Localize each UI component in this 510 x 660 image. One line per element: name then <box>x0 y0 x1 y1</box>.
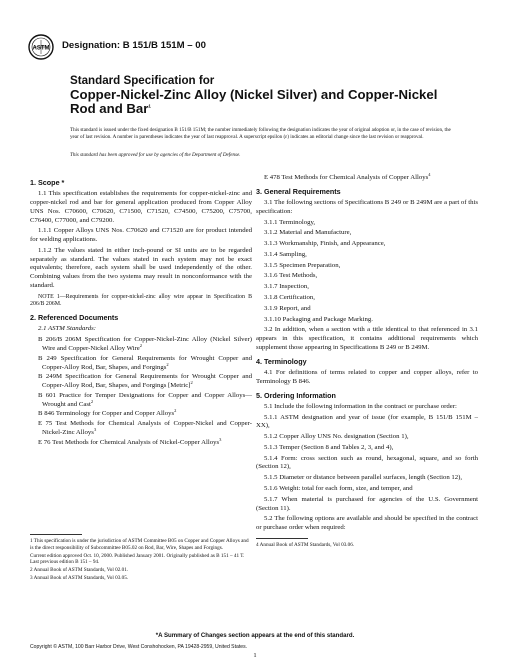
footnote-3: 3 Annual Book of ASTM Standards, Vol 03.05. <box>30 574 129 581</box>
section-heading-terminology: 4. Terminology <box>256 356 307 366</box>
page-number: 1 <box>253 652 257 659</box>
summary-of-changes-note: *A Summary of Changes section appears at the end of this standard. <box>155 632 355 639</box>
reference-item: E 75 Test Methods for Chemical Analysis of Copper-Nickel and Copper-Nickel-Zinc Alloys$^3$ <box>38 420 252 436</box>
list-item: 3.1.5 Specimen Preparation, <box>264 261 341 269</box>
reference-item: E 76 Test Methods for Chemical Analysis of Nickel-Copper Alloys$^3$ <box>38 436 222 446</box>
section-heading-ordering-information: 5. Ordering Information <box>256 390 336 400</box>
left-footnotes <box>30 534 252 583</box>
section-heading-scope: 1. Scope * <box>30 178 65 187</box>
title-line-2: Copper-Nickel-Zinc Alloy (Nickel Silver) and Copper-Nickel <box>70 86 438 102</box>
list-item: 5.1.1 ASTM designation and year of issue (for example, B 151/B 151M – XX), <box>256 413 478 430</box>
list-item: 3.1.10 Packaging and Package Marking. <box>264 315 373 323</box>
astm-logo <box>28 34 54 60</box>
title-line-3: Rod and Bar$^1$ <box>70 100 151 116</box>
footnote-4: 4 Annual Book of ASTM Standards, Vol 03.06. <box>256 541 355 548</box>
title-line-1: Standard Specification for <box>70 74 215 87</box>
reference-item: B 249 Specification for General Requirements for Wrought Copper and Copper-Alloy Rod, Bar, Shapes, and Forgings$^2$ <box>38 354 252 371</box>
paragraph-5-1: 5.1 Include the following information in the contract or purchase order: <box>264 402 457 410</box>
list-item: 3.1.8 Certification, <box>264 294 315 302</box>
footnote-rule <box>30 534 82 535</box>
list-item: 5.1.2 Copper Alloy UNS No. designation (Section 1), <box>264 433 409 441</box>
list-item: 5.1.6 Weight: total for each form, size, and temper, and <box>264 484 413 492</box>
paragraph-3-2: 3.2 In addition, when a section with a title identical to that referenced in 3.1 appears in this specification, it contains additional requirements which supplement those appearing in Specifications B 249 or B 249M. <box>256 326 478 351</box>
note-1: NOTE 1—Requirements for copper-nickel-zinc alloy wire appear in Specification B 206/B 206M. <box>30 293 252 308</box>
reference-item: B 601 Practice for Temper Designations for Copper and Copper Alloys—Wrought and Cast$^2$ <box>38 391 252 408</box>
paragraph-5-2: 5.2 The following options are available and should be specified in the contract or purchase order when required: <box>256 515 478 532</box>
reference-item: B 846 Terminology for Copper and Copper Alloys$^2$ <box>38 408 177 418</box>
list-item: 5.1.4 Form: cross section such as round, hexagonal, square, and so forth (Section 12), <box>256 454 478 471</box>
astm-standards-label: 2.1 ASTM Standards: <box>38 325 96 333</box>
paragraph-4-1: 4.1 For definitions of terms related to copper and copper alloys, refer to Terminology B 846. <box>256 368 478 385</box>
approval-note: This standard has been approved for use by agencies of the Department of Defense. <box>70 152 241 158</box>
list-item: 3.1.9 Report, and <box>264 304 311 312</box>
document-title <box>70 75 450 116</box>
footnote-2: 2 Annual Book of ASTM Standards, Vol 02.01. <box>30 567 129 573</box>
paragraph-3-1: 3.1 The following sections of Specifications B 249 or B 249M are a part of this specification: <box>256 199 478 215</box>
paragraph-1-1-1: 1.1.1 Copper Alloys UNS Nos. C70620 and C71520 are for product intended for welding applications. <box>30 227 252 244</box>
reference-item: B 206/B 206M Specification for Copper-Nickel-Zinc Alloy (Nickel Silver) Wire and Copper-Nickel Alloy Wire$^2$ <box>38 336 252 353</box>
list-item: 5.1.7 When material is purchased for agencies of the U.S. Government (Section 11). <box>256 495 478 512</box>
list-item: 5.1.3 Temper (Section 8 and Tables 2, 3, and 4), <box>264 443 394 451</box>
list-item: 5.1.5 Diameter or distance between parallel surfaces, length (Section 12), <box>264 474 463 482</box>
footnote-1-edition: Current edition approved Oct. 10, 2000. Published January 2001. Originally published as B 151 – 41 T. Last previous edition B 151 – 94. <box>30 552 245 566</box>
right-column <box>256 171 478 550</box>
copyright-line: Copyright © ASTM, 100 Barr Harbor Drive, West Conshohocken, PA 19428-2959, United States. <box>30 644 248 650</box>
list-item: 3.1.2 Material and Manufacture, <box>264 229 352 237</box>
list-item: 3.1.7 Inspection, <box>264 283 309 291</box>
section-heading-referenced-documents: 2. Referenced Documents <box>30 313 119 323</box>
reference-item: E 478 Test Methods for Chemical Analysis of Copper Alloys$^4$ <box>264 171 431 181</box>
list-item: 3.1.6 Test Methods, <box>264 272 318 280</box>
section-heading-general-requirements: 3. General Requirements <box>256 186 341 196</box>
paragraph-1-1: 1.1 This specification establishes the requirements for copper-nickel-zinc and copper-nickel rod and bar for general application produced from Copper Alloy UNS Nos. C70600, C70620, C71500, C71520, C74500, C75200, C75700, C76400, C77000, and C79200. <box>30 190 252 224</box>
issuance-notice: This standard is issued under the fixed designation B 151/B 151M; the number immediately following the designation indicates the year of original adoption or, in the case of revision, the year of last revision. A number in parentheses indicates the year of last reapproval. A superscript epsilon (ε) indicates an editorial change since the last revision or reapproval. <box>70 127 451 140</box>
paragraph-1-1-2: 1.1.2 The values stated in either inch-pound or SI units are to be regarded separately as standard. The values stated in each system may not be exact equivalents; therefore, each system shall be used independently of the other. Combining values from the two systems may result in nonconformance with the standard. <box>30 246 252 290</box>
list-item: 3.1.4 Sampling, <box>264 250 307 258</box>
list-item: 3.1.1 Terminology, <box>264 218 316 226</box>
footnote-rule <box>256 538 308 539</box>
designation: Designation: B 151/B 151M – 00 <box>62 40 206 51</box>
svg-text:ASTM: ASTM <box>32 45 50 52</box>
list-item: 3.1.3 Workmanship, Finish, and Appearance, <box>264 240 386 248</box>
footnote-1: 1 This specification is under the jurisdiction of ASTM Committee B05 on Copper and Copper Alloys and is the direct responsibility of Subcommittee B05.02 on Rod, Bar, Wire, Shapes and Forgings. <box>30 538 249 551</box>
reference-item: B 249M Specification for General Requirements for Wrought Copper and Copper-Alloy Rod, Bar, Shapes, and Forgings [Metric]$^2$ <box>38 373 252 390</box>
left-column <box>30 174 252 448</box>
